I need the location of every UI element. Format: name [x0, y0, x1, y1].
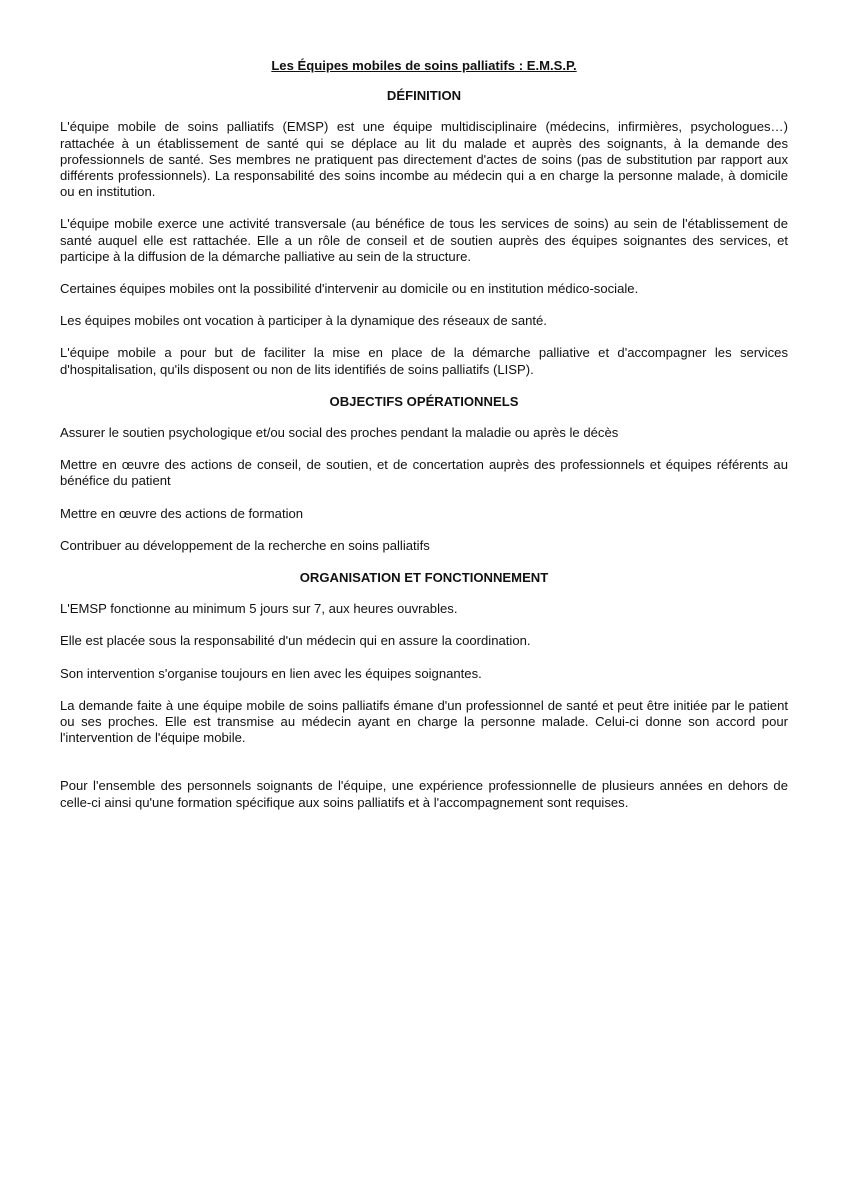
section-objectifs	[60, 394, 788, 554]
section-organisation	[60, 570, 788, 811]
section-heading-objectifs: OBJECTIFS OPÉRATIONNELS	[329, 393, 519, 409]
paragraph: L'équipe mobile a pour but de faciliter la mise en place de la démarche palliative et d'accompagner les services d'hospitalisation, qu'ils disposent ou non de lits identifiés de soins palliatifs (LISP).	[60, 345, 788, 377]
section-heading-organisation: ORGANISATION ET FONCTIONNEMENT	[299, 570, 549, 586]
paragraph: Elle est placée sous la responsabilité d'un médecin qui en assure la coordination.	[60, 633, 531, 649]
paragraph: Mettre en œuvre des actions de conseil, de soutien, et de concertation auprès des professionnels et équipes référents au bénéfice du patient	[60, 457, 788, 489]
section-definition	[60, 88, 788, 378]
section-heading-definition: DÉFINITION	[386, 88, 462, 104]
paragraph: Pour l'ensemble des personnels soignants de l'équipe, une expérience professionnelle de plusieurs années en dehors de celle-ci ainsi qu'une formation spécifique aux soins palliatifs et à l'accompagnement sont requises.	[60, 778, 788, 810]
document-title: Les Équipes mobiles de soins palliatifs : E.M.S.P.	[271, 58, 577, 73]
paragraph: L'équipe mobile exerce une activité transversale (au bénéfice de tous les services de soins) au sein de l'établissement de santé auquel elle est rattachée. Elle a un rôle de conseil et de soutien auprès des équipes soignantes des services, et participe à la diffusion de la démarche palliative au sein de la structure.	[60, 216, 788, 264]
document-page	[60, 58, 788, 827]
paragraph: Certaines équipes mobiles ont la possibilité d'intervenir au domicile ou en institution médico-sociale.	[60, 281, 639, 297]
paragraph: Contribuer au développement de la recherche en soins palliatifs	[60, 537, 430, 553]
paragraph: La demande faite à une équipe mobile de soins palliatifs émane d'un professionnel de santé et peut être initiée par le patient ou ses proches. Elle est transmise au médecin ayant en charge la personne malade. Celui-ci donne son accord pour l'intervention de l'équipe mobile.	[60, 697, 788, 746]
paragraph: L'EMSP fonctionne au minimum 5 jours sur 7, aux heures ouvrables.	[60, 601, 458, 617]
paragraph: Mettre en œuvre des actions de formation	[60, 505, 304, 521]
paragraph: Les équipes mobiles ont vocation à participer à la dynamique des réseaux de santé.	[60, 313, 547, 329]
paragraph: L'équipe mobile de soins palliatifs (EMSP) est une équipe multidisciplinaire (médecins, infirmières, psychologues…) rattachée à un établissement de santé qui se déplace au lit du malade et auprès des soignants, à la demande des professionnels de santé. Ses membres ne pratiquent pas directement d'actes de soins (pas de substitution par rapport aux différents professionnels). La responsabilité des soins incombe au médecin qui a en charge la personne malade, à domicile ou en institution.	[60, 119, 788, 200]
paragraph: Assurer le soutien psychologique et/ou social des proches pendant la maladie ou après le décès	[60, 425, 619, 441]
paragraph: Son intervention s'organise toujours en lien avec les équipes soignantes.	[60, 665, 482, 681]
